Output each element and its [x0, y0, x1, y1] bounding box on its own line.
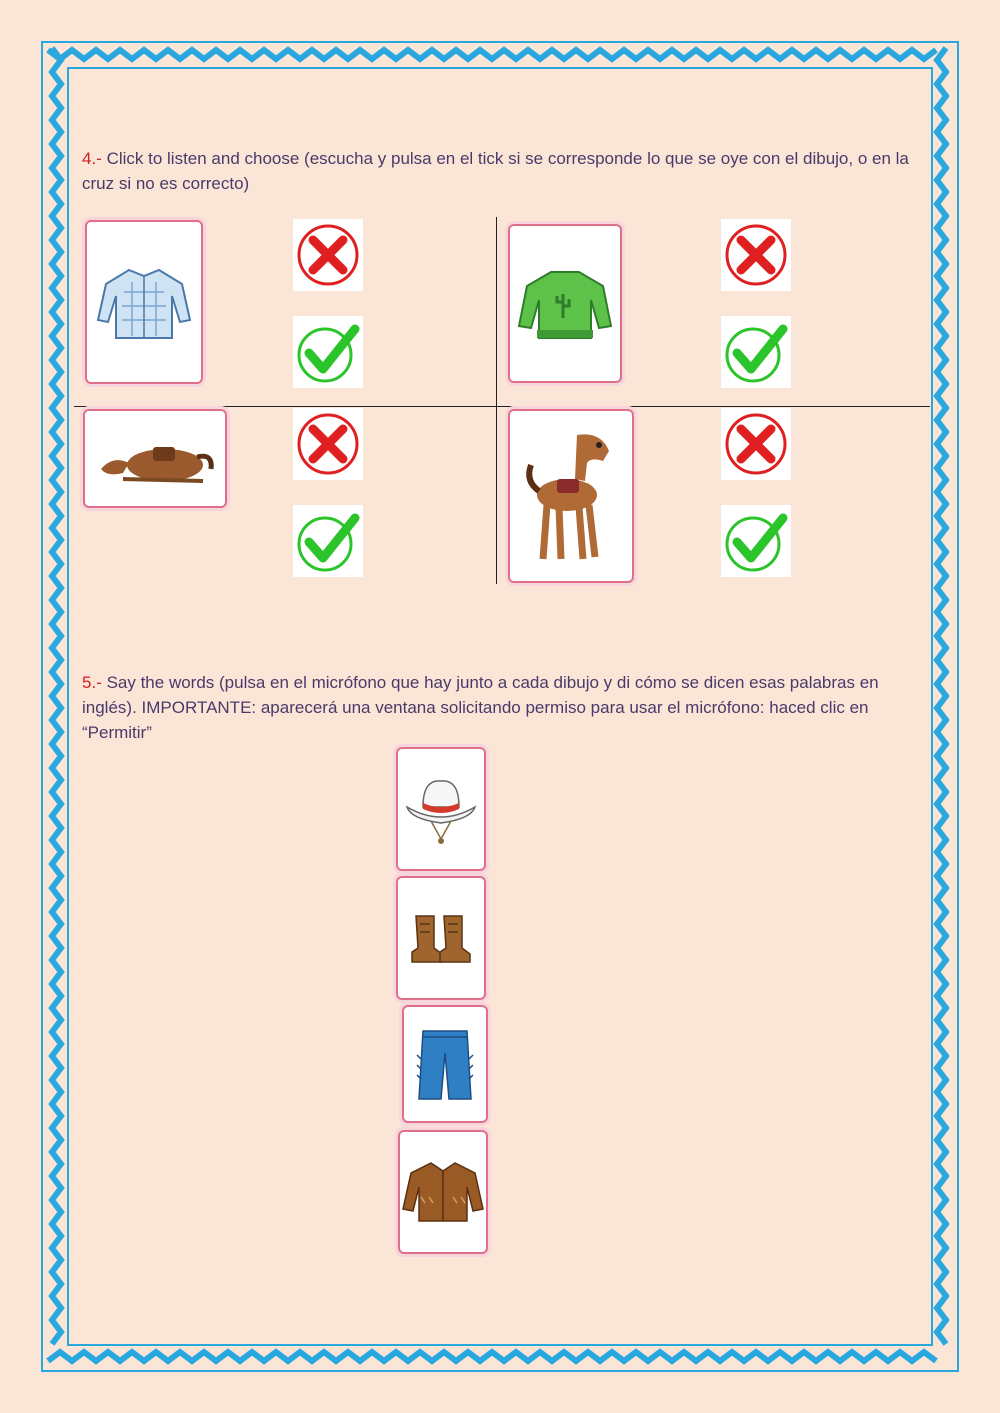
grid-horizontal-line [74, 406, 930, 407]
cowboy-boots-card[interactable] [396, 876, 486, 1000]
sweater-icon [517, 266, 613, 342]
zigzag-segment [48, 1352, 936, 1361]
lying-horse-icon [93, 429, 217, 489]
cross-button-1[interactable] [293, 219, 363, 291]
jeans-icon [413, 1025, 477, 1103]
cross-button-4[interactable] [721, 408, 791, 480]
zigzag-segment [52, 48, 61, 1344]
cross-button-3[interactable] [293, 408, 363, 480]
question-5-number: 5.- [82, 673, 102, 692]
question-5-text: Say the words (pulsa en el micrófono que hay junto a cada dibujo y di cómo se dicen esas palabras en inglés). IMPORTANTE: aparecerá una ventana solicitando permiso para usar el micrófono: haced clic en “Permitir” [82, 673, 879, 742]
jeans-card[interactable] [402, 1005, 488, 1123]
fringe-jacket-card[interactable] [398, 1130, 488, 1254]
tick-icon [723, 319, 789, 385]
zigzag-segment [937, 48, 946, 1344]
tick-button-2[interactable] [721, 316, 791, 388]
cross-button-2[interactable] [721, 219, 791, 291]
sweater-card [508, 224, 622, 383]
tick-icon [295, 319, 361, 385]
standing-horse-icon [521, 421, 621, 571]
tick-button-3[interactable] [293, 505, 363, 577]
grid-vertical-line [496, 217, 497, 584]
cowboy-hat-icon [401, 769, 481, 849]
question-4-text: Click to listen and choose (escucha y pulsa en el tick si se corresponde lo que se oye con el dibujo, o en la cruz si no es correcto) [82, 149, 909, 193]
cross-icon [295, 411, 361, 477]
question-4-instructions [82, 146, 922, 196]
standing-horse-card [508, 409, 634, 583]
tick-button-4[interactable] [721, 505, 791, 577]
cowboy-hat-card[interactable] [396, 747, 486, 871]
lying-horse-card [83, 409, 227, 508]
tick-icon [295, 508, 361, 574]
tick-icon [723, 508, 789, 574]
cross-icon [723, 222, 789, 288]
shirt-icon [94, 262, 194, 342]
question-4-number: 4.- [82, 149, 102, 168]
zigzag-segment [48, 50, 936, 59]
shirt-card [85, 220, 203, 384]
tick-button-1[interactable] [293, 316, 363, 388]
cross-icon [723, 411, 789, 477]
question-5-instructions [82, 670, 922, 745]
cross-icon [295, 222, 361, 288]
cowboy-boots-icon [406, 908, 476, 968]
fringe-jacket-icon [401, 1157, 485, 1227]
